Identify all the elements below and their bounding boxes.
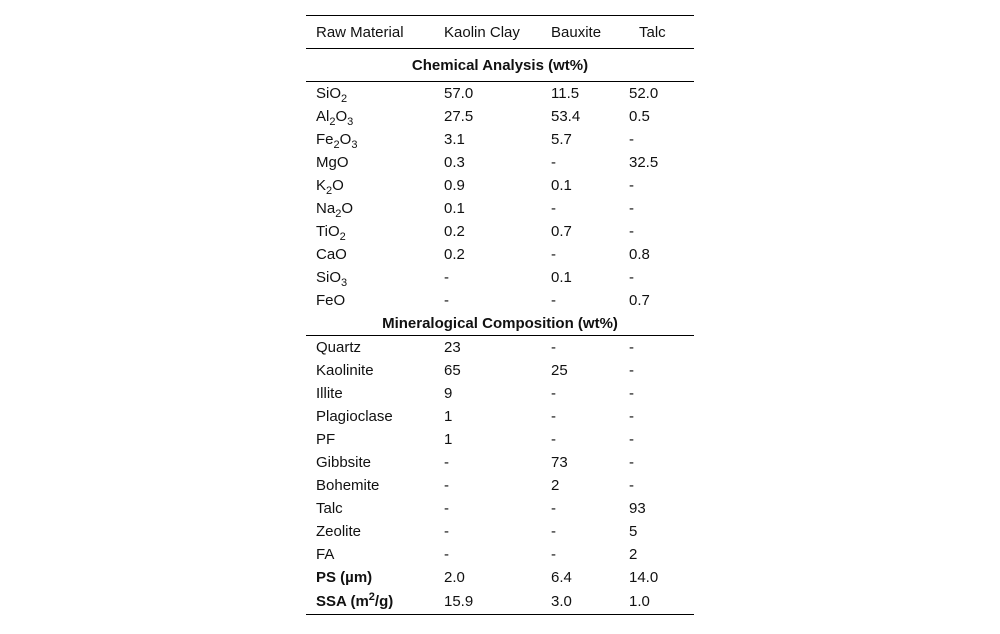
row-label: $K_2O$	[316, 177, 344, 197]
cell-bauxite: -	[551, 385, 556, 402]
cell-bauxite: 2	[551, 477, 560, 494]
cell-bauxite: -	[551, 523, 556, 540]
table-row	[306, 451, 694, 474]
table-row-ssa	[306, 589, 694, 615]
table-header-row	[306, 16, 694, 49]
row-label: $Na_2O$	[316, 200, 353, 220]
row-label: $Fe_2O_3$	[316, 131, 358, 151]
cell-talc: 1.0	[629, 589, 694, 615]
cell-kaolin: 57.0	[444, 85, 474, 102]
section-title-chemical: Chemical Analysis (wt%)	[306, 49, 694, 82]
row-label: FeO	[316, 292, 346, 309]
cell-kaolin: 0.2	[444, 246, 465, 263]
row-label: Quartz	[316, 339, 362, 356]
row-label: Zeolite	[316, 523, 362, 540]
cell-kaolin: 0.9	[444, 177, 465, 194]
row-label: Illite	[316, 385, 343, 402]
row-label: Talc	[316, 500, 343, 517]
row-label: Gibbsite	[316, 454, 372, 471]
cell-bauxite: 25	[551, 362, 568, 379]
cell-talc: -	[629, 223, 634, 240]
cell-kaolin: 1	[444, 431, 453, 448]
row-label: TiO$_2$	[316, 223, 346, 243]
row-label: $Al_2O_3$	[316, 108, 354, 128]
header-talc: Talc	[629, 16, 694, 49]
table-row	[306, 428, 694, 451]
cell-bauxite: -	[551, 339, 556, 356]
table-row	[306, 197, 694, 220]
cell-bauxite: 73	[551, 454, 568, 471]
cell-bauxite: 0.1	[551, 269, 572, 286]
cell-kaolin: 1	[444, 408, 453, 425]
cell-talc: 5	[629, 523, 638, 540]
row-label-ssa: SSA $(m^2/g)$	[306, 589, 444, 615]
table-row	[306, 382, 694, 405]
cell-talc: -	[629, 362, 634, 379]
cell-talc: 32.5	[629, 154, 659, 171]
row-label-ps: PS (µm)	[316, 569, 373, 586]
section-row-chemical	[306, 49, 694, 82]
header-raw-material: Raw Material	[306, 16, 444, 49]
table-row	[306, 151, 694, 174]
cell-bauxite: -	[551, 200, 556, 217]
cell-bauxite: 0.7	[551, 223, 572, 240]
cell-kaolin: -	[444, 477, 449, 494]
row-label: Bohemite	[316, 477, 380, 494]
table-row	[306, 174, 694, 197]
cell-kaolin: -	[444, 523, 449, 540]
cell-talc: -	[629, 408, 634, 425]
cell-kaolin: -	[444, 269, 449, 286]
table-row	[306, 474, 694, 497]
cell-kaolin: -	[444, 546, 449, 563]
table-row	[306, 266, 694, 289]
cell-talc: 0.7	[629, 292, 650, 309]
row-label: Kaolinite	[316, 362, 374, 379]
header-bauxite: Bauxite	[551, 16, 629, 49]
table-row	[306, 243, 694, 266]
cell-talc: 0.8	[629, 246, 650, 263]
cell-kaolin: -	[444, 292, 449, 309]
table-row-particle-size	[306, 566, 694, 589]
table-row	[306, 497, 694, 520]
cell-kaolin: 0.2	[444, 223, 465, 240]
cell-bauxite: -	[551, 546, 556, 563]
cell-talc: -	[629, 477, 634, 494]
cell-bauxite: -	[551, 500, 556, 517]
cell-kaolin: 9	[444, 385, 453, 402]
table-row	[306, 359, 694, 382]
table-row	[306, 405, 694, 428]
cell-bauxite: -	[551, 154, 556, 171]
cell-talc: 93	[629, 500, 646, 517]
cell-talc: -	[629, 131, 634, 148]
table-row	[306, 520, 694, 543]
cell-kaolin: 27.5	[444, 108, 474, 125]
cell-kaolin: 2.0	[444, 569, 465, 586]
section-row-mineralogical	[306, 312, 694, 336]
row-label: Plagioclase	[316, 408, 393, 425]
cell-kaolin: -	[444, 454, 449, 471]
table-row	[306, 336, 694, 360]
cell-kaolin: 0.3	[444, 154, 465, 171]
table-row	[306, 82, 694, 106]
cell-kaolin: -	[444, 500, 449, 517]
cell-talc: 2	[629, 546, 638, 563]
cell-kaolin: 3.1	[444, 131, 465, 148]
cell-talc: -	[629, 385, 634, 402]
row-label: MgO	[316, 154, 349, 171]
cell-talc: 14.0	[629, 569, 659, 586]
cell-talc: -	[629, 454, 634, 471]
cell-talc: -	[629, 177, 634, 194]
cell-bauxite: 6.4	[551, 569, 572, 586]
cell-talc: -	[629, 431, 634, 448]
row-label: FA	[316, 546, 335, 563]
table-row	[306, 289, 694, 312]
cell-bauxite: 5.7	[551, 131, 572, 148]
cell-kaolin: 23	[444, 339, 461, 356]
cell-bauxite: 3.0	[551, 589, 629, 615]
cell-bauxite: 11.5	[551, 85, 580, 102]
table-row	[306, 128, 694, 151]
section-title-mineralogical: Mineralogical Composition (wt%)	[306, 312, 694, 336]
table-row	[306, 220, 694, 243]
table-row	[306, 105, 694, 128]
cell-talc: -	[629, 200, 634, 217]
cell-bauxite: -	[551, 292, 556, 309]
row-label: CaO	[316, 246, 347, 263]
cell-talc: -	[629, 269, 634, 286]
row-label: PF	[316, 431, 336, 448]
raw-material-table	[306, 15, 694, 615]
cell-kaolin: 65	[444, 362, 461, 379]
cell-talc: 0.5	[629, 108, 650, 125]
cell-talc: -	[629, 339, 634, 356]
cell-bauxite: -	[551, 431, 556, 448]
cell-bauxite: -	[551, 246, 556, 263]
cell-kaolin: 0.1	[444, 200, 465, 217]
table-row	[306, 543, 694, 566]
row-label: SiO$_2$	[316, 85, 348, 105]
cell-talc: 52.0	[629, 85, 659, 102]
cell-bauxite: 0.1	[551, 177, 572, 194]
cell-kaolin: 15.9	[444, 589, 551, 615]
header-kaolin-clay: Kaolin Clay	[444, 16, 551, 49]
row-label: SiO$_3$	[316, 269, 348, 289]
cell-bauxite: -	[551, 408, 556, 425]
cell-bauxite: 53.4	[551, 108, 581, 125]
